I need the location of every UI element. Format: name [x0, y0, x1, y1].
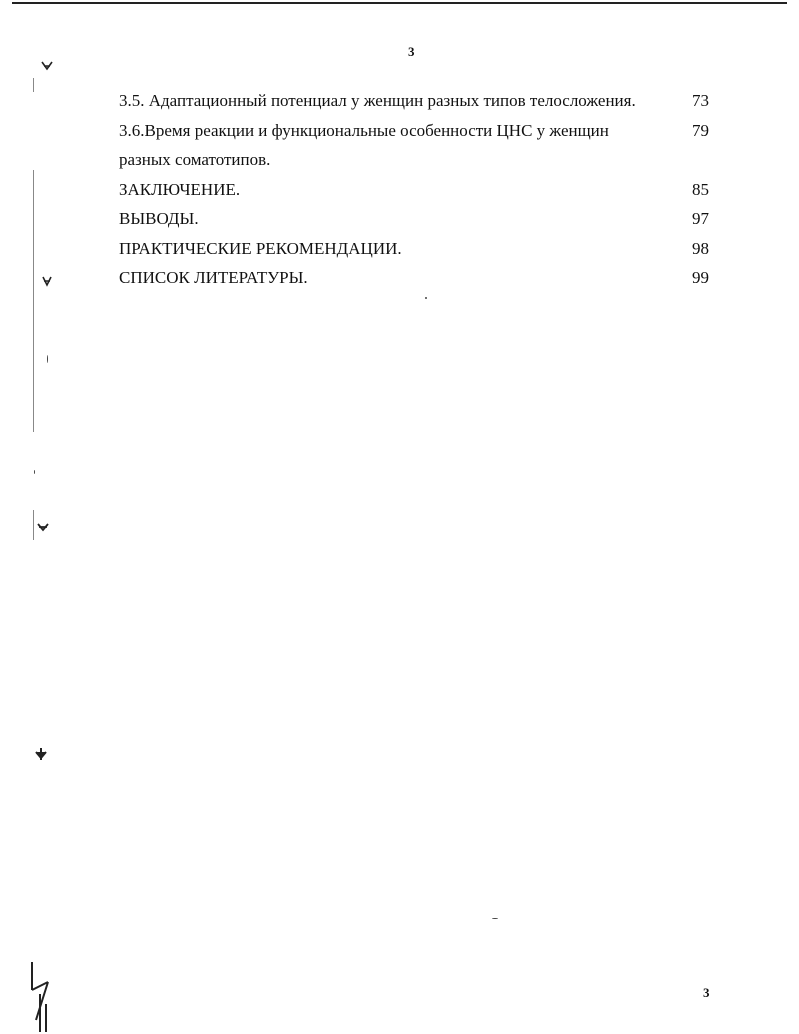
- binding-hole-icon: [34, 746, 48, 762]
- toc-entry: [119, 238, 711, 268]
- toc-entry: [119, 120, 711, 179]
- scan-artifact-line: [33, 170, 34, 432]
- scan-speck: [47, 355, 48, 363]
- toc-entry-page: 79: [692, 120, 709, 140]
- toc-entry-title: ПРАКТИЧЕСКИЕ РЕКОМЕНДАЦИИ.: [119, 238, 402, 258]
- toc-entry-page: 97: [692, 209, 709, 229]
- binding-hole-icon: [40, 274, 54, 288]
- toc-entry-title: СПИСОК ЛИТЕРАТУРЫ.: [119, 268, 308, 288]
- scan-artifact-line: [33, 78, 34, 92]
- toc-entry-title: ЗАКЛЮЧЕНИЕ.: [119, 179, 241, 199]
- page-number-bottom: 3: [703, 985, 710, 1000]
- toc-entry-page: 99: [692, 268, 709, 288]
- binding-hole-icon: [36, 522, 50, 532]
- toc-entry: [119, 208, 711, 238]
- toc-entry: [119, 267, 711, 297]
- toc-entry-title: ВЫВОДЫ.: [119, 209, 199, 229]
- scan-speck: [34, 470, 35, 474]
- table-of-contents: [119, 90, 711, 297]
- toc-entry-page: 73: [692, 91, 709, 110]
- binding-hole-icon: [40, 60, 54, 72]
- toc-entry-page: 98: [692, 238, 709, 258]
- scan-speck: [492, 918, 498, 919]
- binding-clip-icon: [30, 960, 54, 1034]
- toc-entry-title: 3.6.Время реакции и функциональные особенности ЦНС у женщин разных соматотипов.: [119, 120, 609, 170]
- scan-speck: [425, 297, 427, 299]
- scan-artifact-line: [33, 510, 34, 540]
- top-border-line: [12, 2, 787, 4]
- toc-entry-page: 85: [692, 179, 709, 199]
- page-number-top: 3: [408, 44, 415, 59]
- toc-entry: [119, 179, 711, 209]
- toc-entry-title: 3.5. Адаптационный потенциал у женщин разных типов телосложения.: [119, 91, 636, 110]
